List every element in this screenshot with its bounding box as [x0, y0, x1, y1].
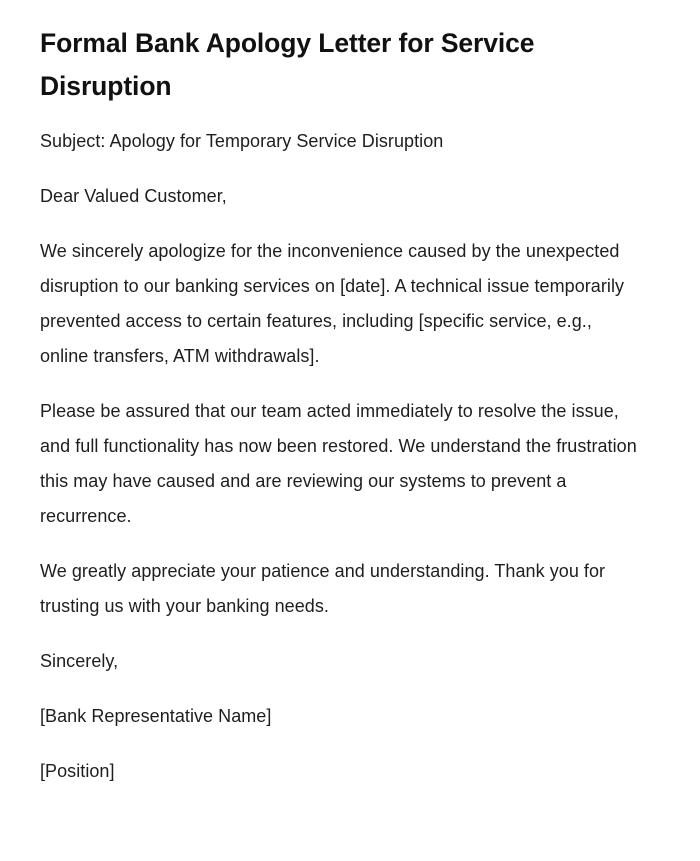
letter-paragraph-3: We greatly appreciate your patience and understanding. Thank you for trusting us with your banking needs.: [40, 561, 606, 616]
letter-body: [40, 124, 660, 789]
letter-subject-line: Subject: Apology for Temporary Service Disruption: [40, 131, 444, 151]
page-title: Formal Bank Apology Letter for Service Disruption: [40, 28, 535, 101]
letter-paragraph-1: We sincerely apologize for the inconvenience caused by the unexpected disruption to our banking services on [date]. A technical issue temporarily prevented access to certain features, including [specific service, e.g., online transfers, ATM withdrawals].: [40, 241, 625, 366]
letter-signature-name: [Bank Representative Name]: [40, 706, 272, 726]
letter-signoff: Sincerely,: [40, 651, 119, 671]
letter-signature-position: [Position]: [40, 761, 115, 781]
letter-paragraph-2: Please be assured that our team acted immediately to resolve the issue, and full functionality has now been restored. We understand the frustration this may have caused and are reviewing our systems to prevent a recurrence.: [40, 401, 637, 526]
letter-salutation: Dear Valued Customer,: [40, 186, 227, 206]
